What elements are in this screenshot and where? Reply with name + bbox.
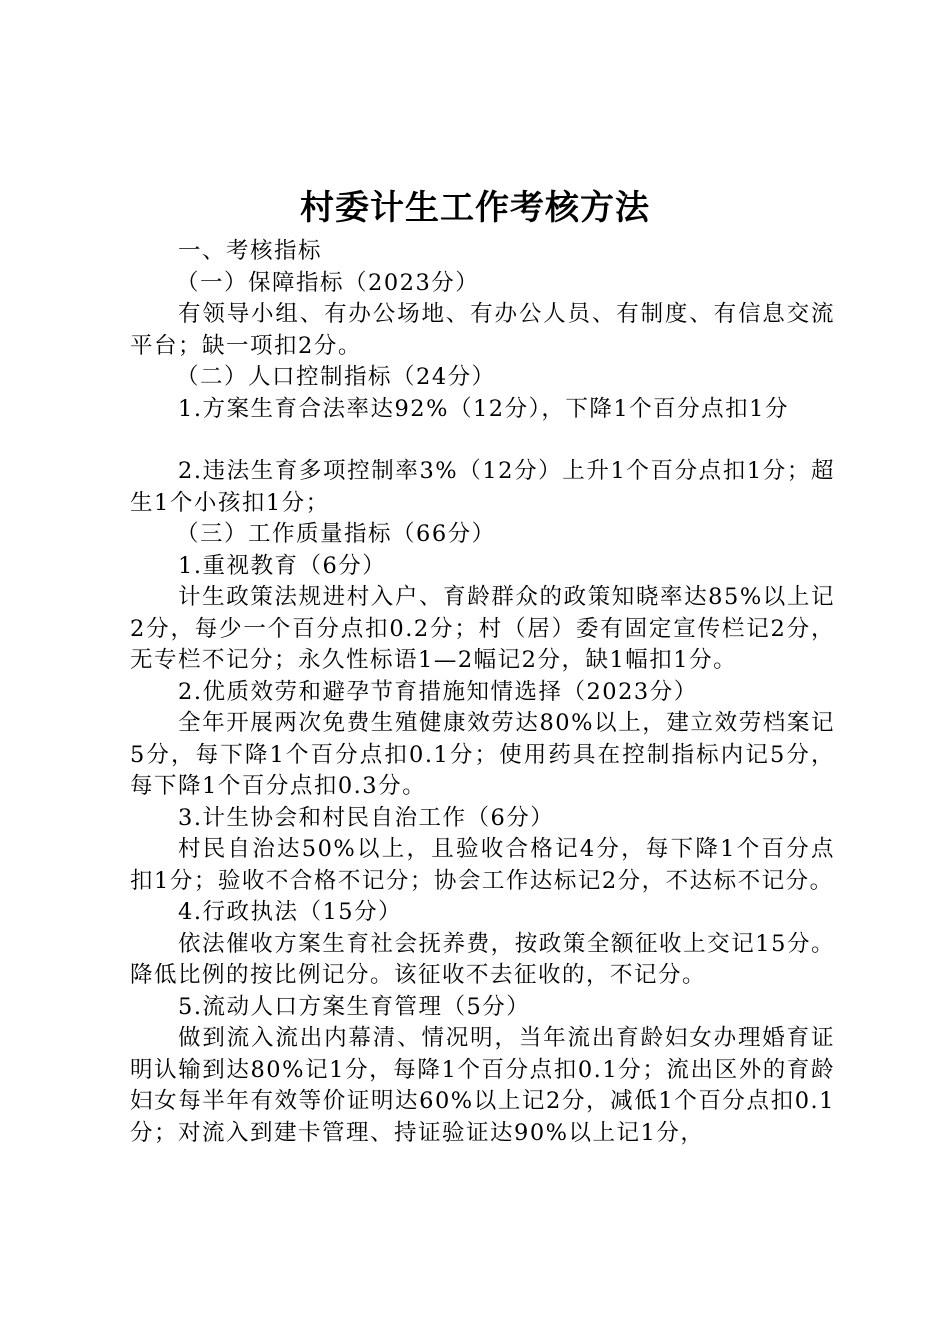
subsection-heading: （三）工作质量指标（66分） [176, 521, 496, 547]
document-body [130, 236, 835, 1149]
paragraph: 做到流入流出内幕清、情况明，当年流出育龄妇女办理婚育证明认输到达80%记1分，每降1个百分点扣0.1分；流出区外的育龄妇女每半年有效等价证明达60%以上记2分，减低1个百分点扣0.1分；对流入到建卡管理、持证验证达90%以上记1分， [130, 1025, 835, 1146]
item-heading: 4.行政执法（15分） [178, 899, 403, 925]
document-title: 村委计生工作考核方法 [300, 188, 650, 228]
section-heading: 一、考核指标 [178, 238, 323, 264]
list-item: 2.违法生育多项控制率3%（12分）上升1个百分点扣1分；超生1个小孩扣1分； [130, 458, 835, 516]
subsection-heading: （二）人口控制指标（24分） [176, 364, 496, 390]
paragraph: 依法催收方案生育社会抚养费，按政策全额征收上交记15分。降低比例的按比例记分。该征收不去征收的，不记分。 [130, 930, 835, 988]
list-item: 1.方案生育合法率达92%（12分），下降1个百分点扣1分 [178, 395, 789, 422]
item-heading: 3.计生协会和村民自治工作（6分） [178, 804, 555, 831]
paragraph: 有领导小组、有办公场地、有办公人员、有制度、有信息交流平台；缺一项扣2分。 [130, 301, 835, 359]
item-heading: 1.重视教育（6分） [178, 552, 387, 579]
paragraph: 计生政策法规进村入户、育龄群众的政策知晓率达85%以上记2分，每少一个百分点扣0.2分；村（居）委有固定宣传栏记2分，无专栏不记分；永久性标语1—2幅记2分，缺1幅扣1分。 [130, 584, 835, 673]
item-heading: 5.流动人口方案生育管理（5分） [178, 993, 531, 1020]
item-heading: 2.优质效劳和避孕节育措施知情选择（2023分） [178, 678, 698, 705]
paragraph: 全年开展两次免费生殖健康效劳达80%以上，建立效劳档案记5分，每下降1个百分点扣0.1分；使用药具在控制指标内记5分，每下降1个百分点扣0.3分。 [130, 710, 835, 799]
subsection-heading: （一）保障指标（2023分） [176, 269, 480, 296]
paragraph: 村民自治达50%以上，且验收合格记4分，每下降1个百分点扣1分；验收不合格不记分；协会工作达标记2分，不达标不记分。 [130, 836, 835, 894]
